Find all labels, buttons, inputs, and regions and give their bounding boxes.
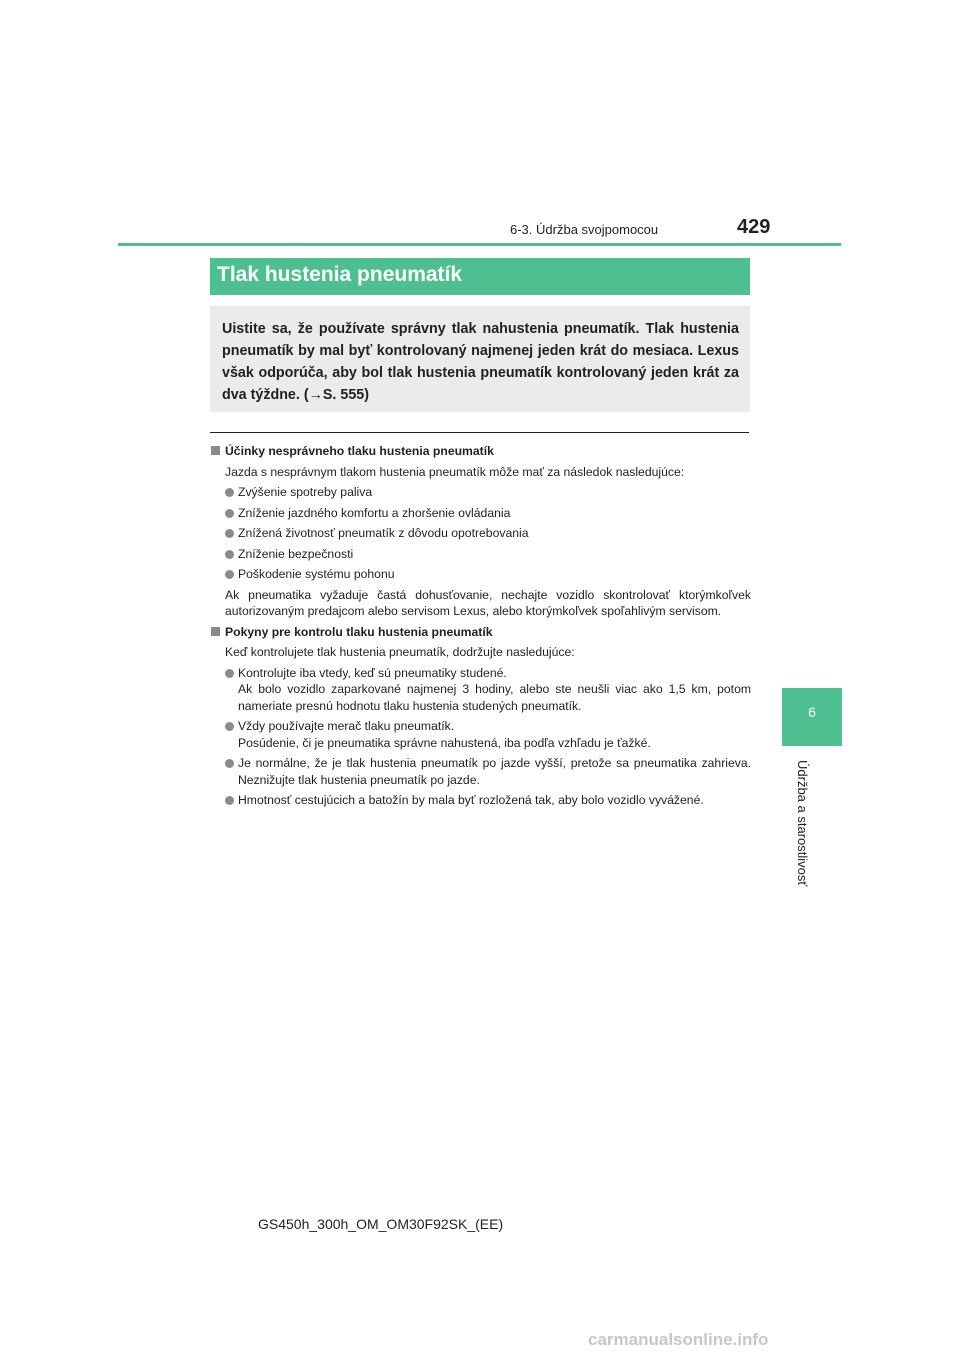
list-item-detail: Ak bolo vozidlo zaparkované najmenej 3 hodiny, alebo ste neušli viac ako 1,5 km, potom nameriate presnú hodnotu tlaku hustenia studených pneumatík. bbox=[238, 682, 751, 713]
square-bullet-icon bbox=[211, 627, 220, 636]
intro-box bbox=[210, 306, 750, 412]
intro-text: Uistite sa, že používate správny tlak nahustenia pneumatík. Tlak hustenia pneumatík by mal byť kontrolovaný najmenej jeden krát do mesiaca. Lexus však odporúča, aby bol tlak hustenia pneumatík kontrolovaný jeden krát za dva týždne. (→S. 555) bbox=[222, 321, 739, 403]
circle-bullet-icon bbox=[225, 550, 234, 559]
subheading-effects bbox=[211, 443, 751, 460]
list-item-text: Je normálne, že je tlak hustenia pneumatík po jazde vyšší, pretože sa pneumatika zahrieva. Neznižujte tlak hustenia pneumatík po jazde. bbox=[238, 756, 751, 787]
list-item-detail: Posúdenie, či je pneumatika správne nahustená, iba podľa vzhľadu je ťažké. bbox=[238, 735, 651, 750]
section-lead: Keď kontrolujete tlak hustenia pneumatík, dodržujte nasledujúce: bbox=[225, 645, 575, 659]
watermark: carmanualsonline.info bbox=[588, 1330, 769, 1349]
chapter-label: Údržba a starostlivosť bbox=[795, 760, 810, 887]
list-item-text: Zvýšenie spotreby paliva bbox=[238, 485, 373, 499]
list-item-text: Vždy používajte merač tlaku pneumatík. bbox=[238, 719, 455, 733]
header-rule bbox=[118, 243, 841, 246]
circle-bullet-icon bbox=[225, 488, 234, 497]
list-item-text: Kontrolujte iba vtedy, keď sú pneumatiky studené. bbox=[238, 665, 507, 680]
list-item-text: Znížená životnosť pneumatík z dôvodu opotrebovania bbox=[238, 526, 529, 540]
list-item bbox=[225, 546, 751, 563]
title-bar bbox=[210, 258, 750, 295]
content bbox=[211, 443, 751, 809]
list-item bbox=[225, 505, 751, 522]
section-closing: Ak pneumatika vyžaduje častá dohusťovanie, nechajte vozidlo skontrolovať ktorýmkoľvek autorizovaným predajcom alebo servisom Lexus, alebo ktorýmkoľvek spoľahlivým servisom. bbox=[225, 587, 751, 618]
circle-bullet-icon bbox=[225, 529, 234, 538]
list-item bbox=[225, 484, 751, 501]
list-item bbox=[225, 665, 751, 715]
list-item-text: Hmotnosť cestujúcich a batožín by mala byť rozložená tak, aby bolo vozidlo vyvážené. bbox=[238, 793, 704, 807]
list-item-text: Poškodenie systému pohonu bbox=[238, 567, 395, 581]
chapter-tab bbox=[782, 688, 842, 746]
list-item bbox=[225, 755, 751, 788]
subheading-text: Účinky nesprávneho tlaku hustenia pneumatík bbox=[225, 444, 494, 458]
page-number: 429 bbox=[737, 216, 771, 238]
section-divider bbox=[210, 432, 749, 433]
subheading-checking bbox=[211, 624, 751, 641]
page-title: Tlak hustenia pneumatík bbox=[217, 263, 463, 286]
circle-bullet-icon bbox=[225, 796, 234, 805]
square-bullet-icon bbox=[211, 446, 220, 455]
list-item bbox=[225, 792, 751, 809]
chapter-number: 6 bbox=[808, 704, 816, 720]
document-footer: GS450h_300h_OM_OM30F92SK_(EE) bbox=[258, 1216, 504, 1232]
list-item bbox=[225, 718, 751, 751]
circle-bullet-icon bbox=[225, 722, 234, 731]
section-header: 6-3. Údržba svojpomocou bbox=[510, 222, 659, 237]
list-item bbox=[225, 525, 751, 542]
list-item-text: Zníženie bezpečnosti bbox=[238, 546, 354, 561]
subheading-text: Pokyny pre kontrolu tlaku hustenia pneumatík bbox=[225, 624, 493, 639]
list-item-text: Zníženie jazdného komfortu a zhoršenie ovládania bbox=[238, 505, 511, 520]
circle-bullet-icon bbox=[225, 759, 234, 768]
circle-bullet-icon bbox=[225, 570, 234, 579]
circle-bullet-icon bbox=[225, 669, 234, 678]
section-lead: Jazda s nesprávnym tlakom hustenia pneumatík môže mať za následok nasledujúce: bbox=[225, 464, 685, 479]
circle-bullet-icon bbox=[225, 509, 234, 518]
list-item bbox=[225, 566, 751, 583]
